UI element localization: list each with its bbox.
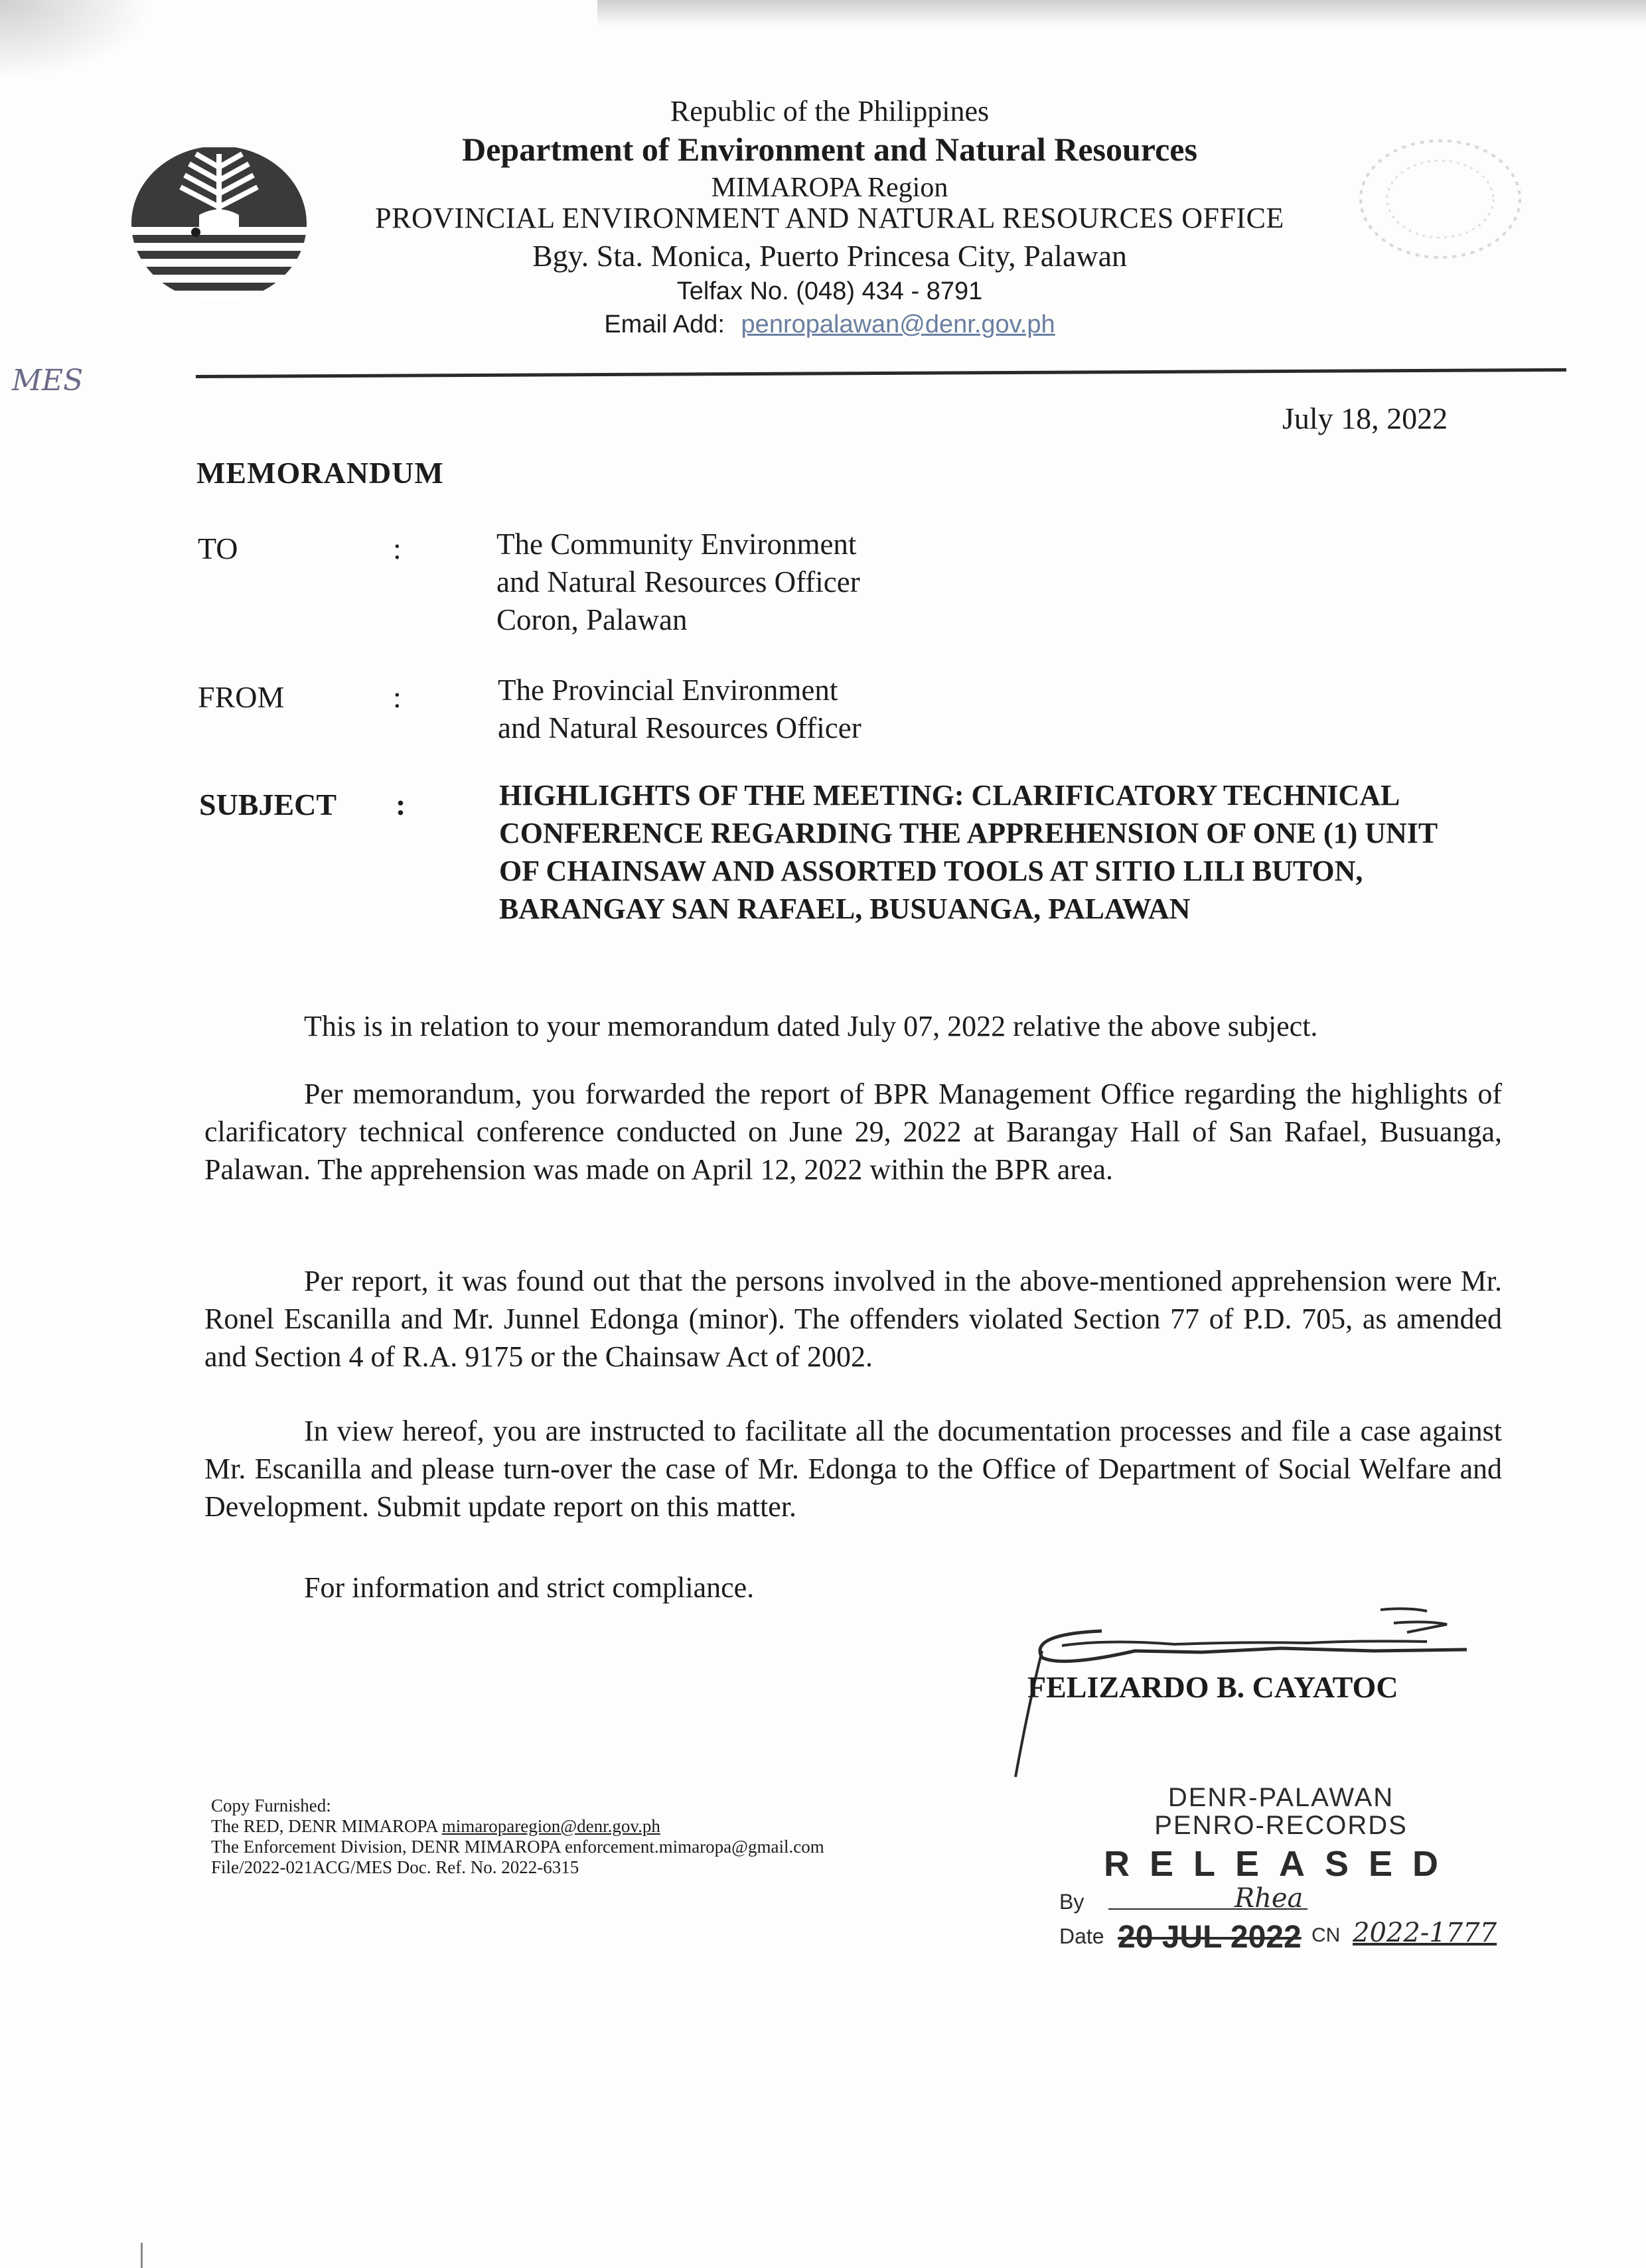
- to-line: and Natural Resources Officer: [496, 565, 860, 599]
- header-address: Bgy. Sta. Monica, Puerto Princesa City, Palawan: [532, 239, 1127, 273]
- copy-furnished-line: File/2022-021ACG/MES Doc. Ref. No. 2022-6315: [211, 1857, 579, 1877]
- copy-furnished-title: Copy Furnished:: [211, 1796, 331, 1815]
- to-line: Coron, Palawan: [496, 603, 688, 636]
- copy-furnished-line: The Enforcement Division, DENR MIMAROPA enforcement.mimaropa@gmail.com: [211, 1837, 824, 1857]
- stamp-by-row: [1049, 1883, 1513, 1916]
- memo-date: July 18, 2022: [1282, 401, 1448, 435]
- header-divider: [196, 368, 1566, 378]
- copy-furnished-red: The RED, DENR MIMAROPA: [211, 1816, 438, 1836]
- stamp-by-label: By: [1059, 1890, 1085, 1914]
- from-line: and Natural Resources Officer: [498, 711, 861, 744]
- records-stamp: [1049, 1784, 1513, 1956]
- stamp-date-label: Date: [1059, 1924, 1104, 1948]
- header-republic: Republic of the Philippines: [670, 95, 990, 127]
- stamp-date-row: [1049, 1916, 1513, 1956]
- stamp-date-value: 20 JUL 2022: [1118, 1920, 1302, 1955]
- subject-colon: :: [396, 788, 406, 821]
- margin-note: MES: [12, 364, 84, 397]
- body-paragraph: In view hereof, you are instructed to facilitate all the documentation processes and file a case against Mr. Escanilla and please turn-over the case of Mr. Edonga to the Office of Department of Social Welfare and Development. Submit update report on this matter.: [204, 1415, 1502, 1523]
- stamp-by-value: Rhea: [1234, 1883, 1304, 1914]
- memo-title: MEMORANDUM: [196, 456, 444, 490]
- body-paragraph: Per memorandum, you forwarded the report of BPR Management Office regarding the highlights of clarificatory technical conference conducted on June 29, 2022 at Barangay Hall of San Rafael, Busuanga, Palawan. The apprehension was made on April 12, 2022 within the BPR area.: [204, 1078, 1502, 1186]
- header-email-label: Email Add:: [604, 311, 725, 338]
- scan-mark: [141, 2243, 143, 2268]
- copy-furnished: [211, 1796, 824, 1878]
- subject-text: HIGHLIGHTS OF THE MEETING: CLARIFICATORY TECHNICAL CONFERENCE REGARDING THE APPREHENSION OF ONE (1) UNIT OF CHAINSAW AND ASSORTED TOOLS AT SITIO LILI BUTON, BARANGAY SAN RAFAEL, BUSUANGA, PALAWAN: [499, 779, 1438, 925]
- from-colon: :: [393, 680, 402, 714]
- to-colon: :: [393, 532, 402, 565]
- from-sender: [498, 672, 861, 747]
- header-email-line: [199, 311, 1460, 339]
- stamp-cn-label: CN: [1311, 1924, 1341, 1946]
- header-office: PROVINCIAL ENVIRONMENT AND NATURAL RESOURCES OFFICE: [375, 202, 1284, 234]
- from-line: The Provincial Environment: [498, 673, 838, 707]
- to-line: The Community Environment: [496, 528, 857, 561]
- scan-shadow-top: [597, 0, 1646, 27]
- copy-furnished-red-email[interactable]: mimaroparegion@denr.gov.ph: [441, 1816, 660, 1836]
- to-label: TO: [198, 532, 238, 565]
- from-label: FROM: [198, 680, 285, 714]
- signatory-name: FELIZARDO B. CAYATOC: [1027, 1670, 1398, 1704]
- copy-furnished-line: [211, 1816, 824, 1837]
- scan-shadow-corner: [0, 0, 153, 80]
- body-paragraph: For information and strict compliance.: [304, 1571, 755, 1604]
- stamp-status: RELEASED: [1103, 1844, 1459, 1884]
- header-region: MIMAROPA Region: [711, 173, 948, 203]
- header-telfax: Telfax No. (048) 434 - 8791: [676, 277, 983, 305]
- header-email-link[interactable]: penropalawan@denr.gov.ph: [741, 311, 1055, 338]
- header-department: Department of Environment and Natural Resources: [462, 131, 1197, 168]
- body-paragraph: This is in relation to your memorandum dated July 07, 2022 relative the above subject.: [304, 1010, 1318, 1042]
- stamp-cn-value: 2022-1777: [1353, 1918, 1497, 1948]
- stamp-line1: DENR-PALAWAN: [1167, 1783, 1394, 1812]
- to-recipient: [496, 526, 860, 639]
- subject-label: SUBJECT: [199, 788, 337, 821]
- stamp-line2: PENRO-RECORDS: [1154, 1811, 1408, 1840]
- body-paragraph: Per report, it was found out that the persons involved in the above-mentioned apprehension were Mr. Ronel Escanilla and Mr. Junnel Edonga (minor). The offenders violated Section 77 of P.D. 705, as amended and Section 4 of R.A. 9175 or the Chainsaw Act of 2002.: [204, 1265, 1502, 1373]
